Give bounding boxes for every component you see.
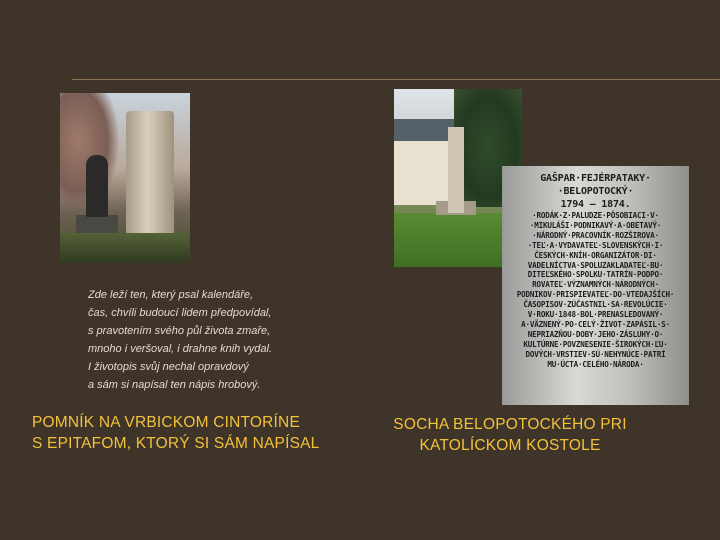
plaque-line: DITEĽSKÉHO·SPOLKU·TATRÍN·PODPO· [527,270,664,280]
inscription-plaque-photo [502,166,689,405]
poem-line: mnoho i veršoval, i drahne knih vydal. [88,343,273,355]
plaque-line: ·RODÁK·Z·PALUDZE·PÔSOBIACI·V· [532,211,659,220]
plaque-line: ·NÁRODNÝ·PRACOVNÍK·ROZŠIROVA· [532,230,659,240]
plaque-name-line: ·BELOPOTOCKÝ· [557,186,634,197]
plaque-line: KULTÚRNE·POVZNESENIE·ŠIROKÝCH·ĽU· [523,339,668,349]
statue-figure [86,155,108,217]
poem-line: s pravotením svého půl života zmaře, [88,325,271,337]
plaque-line: DOVÝCH·VRSTIEV·SÚ·NEHYNÚCE·PATRÍ [525,349,666,359]
plaque-inscription [508,172,683,370]
church-roof [394,119,454,141]
plaque-line: MU·ÚCTA·CELÉHO·NÁRODA· [547,359,644,369]
statue-caption [370,414,650,456]
caption-line: SOCHA BELOPOTOCKÉHO PRI [393,416,627,433]
plaque-line: A·VÄZNENÝ·PO·CELÝ·ŽIVOT·ZAPÁSIL·S· [521,319,670,329]
plaque-name-line: GAŠPAR·FEJÉRPATAKY· [540,173,651,184]
plaque-line: NEPRIAZŇOU·DOBY·JEHO·ZÁSLUHY·O· [527,329,664,339]
poem-line: čas, chvíli budoucí lidem předpovídal, [88,307,272,319]
plaque-line: VADELNÍCTVA·SPOLUZAKLADATEĽ·BU· [527,260,664,270]
caption-line: POMNÍK NA VRBICKOM CINTORÍNE [32,414,300,431]
caption-line: KATOLÍCKOM KOSTOLE [419,437,601,454]
poem-line: a sám si napísal ten nápis hrobový. [88,379,261,391]
caption-line: S EPITAFOM, KTORÝ SI SÁM NAPÍSAL [32,435,320,452]
plaque-line: ČASOPISOV·ZÚČASTNIL·SA·REVOLÚCIE· [523,300,668,310]
epitaph-poem [88,286,348,394]
poem-line: I životopis svůj nechal opravdový [88,361,249,373]
grass-shape [60,233,190,263]
plaque-line: ·MIKULÁŠI·PODNIKAVÝ·A·OBETAVÝ· [529,220,662,230]
plaque-line: ROVATEĽ·VÝZNAMNÝCH·NÁRODNÝCH· [532,280,659,290]
poem-line: Zde leží ten, který psal kalendáře, [88,289,254,301]
monument-caption [32,412,362,454]
plaque-line: V·ROKU·1848·BOL·PRENASLEDOVANÝ· [527,310,664,320]
statue-base [76,215,118,233]
statue-column [448,127,464,213]
title-divider-line [72,79,720,80]
cemetery-monument-photo [60,93,190,263]
plaque-line: PODNIKOV·PRISPIEVATEĽ·DO·VTEDAJŠÍCH· [516,290,675,300]
plaque-line: ČESKÝCH·KNÍH·ORGANIZÁTOR·DI· [534,250,657,260]
plaque-dates: 1794 – 1874. [560,199,631,210]
plaque-line: ·TEĽ·A·VYDAVATEĽ·SLOVENSKÝCH·I· [527,240,664,250]
